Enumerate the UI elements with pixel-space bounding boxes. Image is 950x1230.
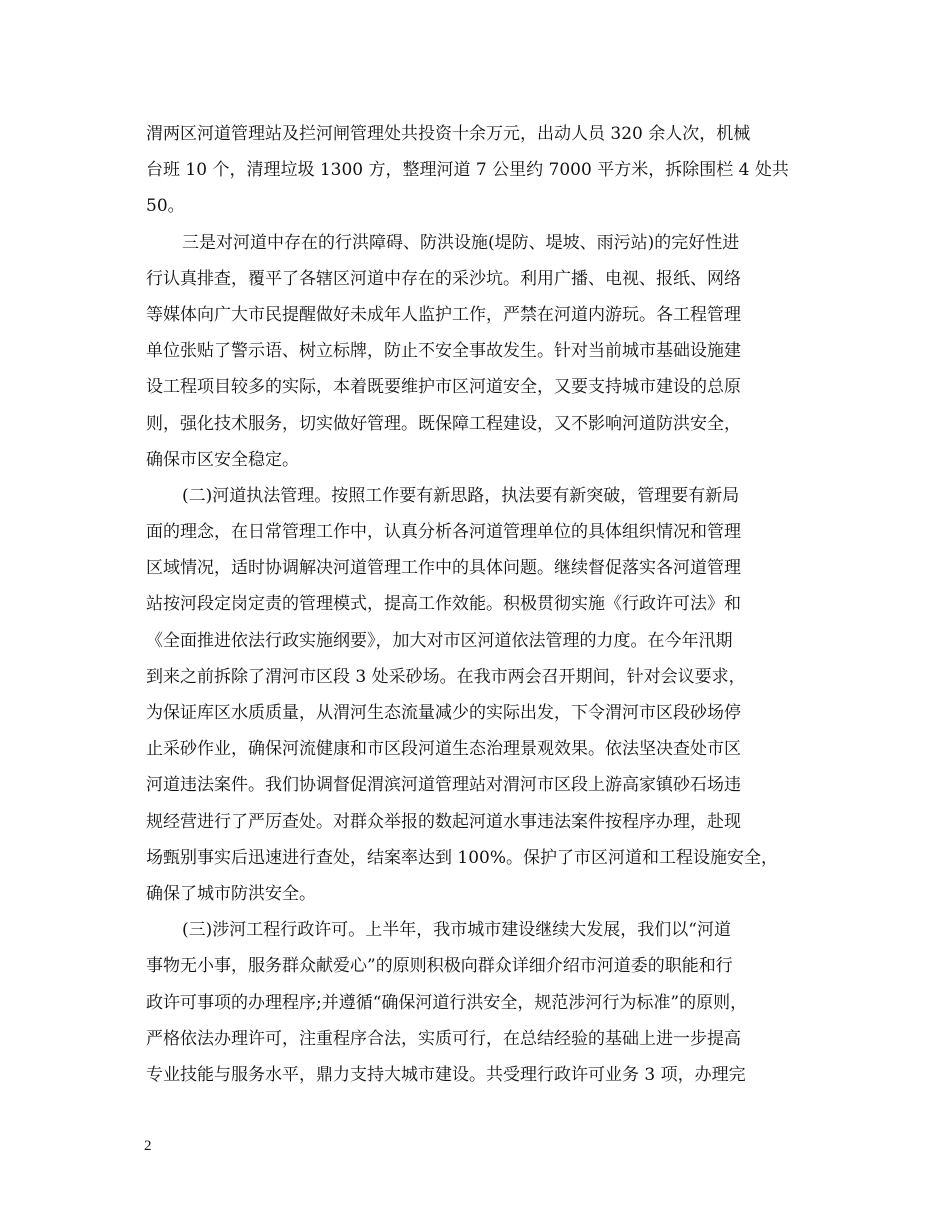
text-line: 到来之前拆除了渭河市区段 3 处采砂场。在我市两会召开期间，针对会议要求， — [146, 666, 746, 687]
paragraph-first-line: 三是对河道中存在的行洪障碍、防洪设施(堤防、堤坡、雨污站)的完好性进 — [182, 232, 740, 253]
text-line: 台班 10 个，清理垃圾 1300 方，整理河道 7 公里约 7000 平方米，拆除围栏 4 处共 — [146, 160, 789, 181]
text-line: 《全面推进依法行政实施纲要》，加大对市区河道依法管理的力度。在今年汛期 — [146, 630, 733, 651]
text-line: 专业技能与服务水平，鼎力支持大城市建设。共受理行政许可业务 3 项，办理完 — [146, 1064, 746, 1085]
text-line: 设工程项目较多的实际，本着既要维护市区河道安全，又要支持城市建设的总原 — [146, 377, 741, 398]
text-line: 事物无小事，服务群众献爱心”的原则积极向群众详细介绍市河道委的职能和行 — [146, 956, 733, 977]
text-line: 规经营进行了严厉查处。对群众举报的数起河道水事违法案件按程序办理，赴现 — [146, 811, 741, 832]
text-line: 政许可事项的办理程序;并遵循“确保河道行洪安全，规范涉河行为标准”的原则， — [146, 992, 748, 1013]
text-line: 严格依法办理许可，注重程序合法，实质可行，在总结经验的基础上进一步提高 — [146, 1028, 741, 1049]
text-line: 行认真排查，覆平了各辖区河道中存在的采沙坑。利用广播、电视、报纸、网络 — [146, 268, 741, 289]
text-line: 则，强化技术服务，切实做好管理。既保障工程建设，又不影响河道防洪安全， — [146, 413, 741, 434]
text-line: 50。 — [146, 196, 185, 217]
text-line: 面的理念，在日常管理工作中，认真分析各河道管理单位的具体组织情况和管理 — [146, 522, 741, 543]
text-line: 确保了城市防洪安全。 — [146, 883, 316, 904]
text-line: 渭两区河道管理站及拦河闸管理处共投资十余万元，出动人员 320 余人次，机械 — [146, 124, 751, 144]
paragraph-first-line: (三)涉河工程行政许可。上半年，我市城市建设继续大发展，我们以“河道 — [182, 920, 731, 941]
text-line: 止采砂作业，确保河流健康和市区段河道生态治理景观效果。依法坚决查处市区 — [146, 739, 741, 760]
text-line: 确保市区安全稳定。 — [146, 449, 299, 470]
text-line: 场甄别事实后迅速进行查处，结案率达到 100%。保护了市区河道和工程设施安全， — [146, 847, 779, 868]
body-text — [146, 116, 806, 1093]
text-line: 站按河段定岗定责的管理模式，提高工作效能。积极贯彻实施《行政许可法》和 — [146, 594, 741, 615]
paragraph-first-line: (二)河道执法管理。按照工作要有新思路，执法要有新突破，管理要有新局 — [182, 485, 740, 506]
text-line: 河道违法案件。我们协调督促渭滨河道管理站对渭河市区段上游高家镇砂石场违 — [146, 775, 741, 796]
text-line: 等媒体向广大市民提醒做好未成年人监护工作，严禁在河道内游玩。各工程管理 — [146, 304, 741, 325]
text-line: 为保证库区水质质量，从渭河生态流量减少的实际出发，下令渭河市区段砂场停 — [146, 703, 741, 723]
text-line: 区域情况，适时协调解决河道管理工作中的具体问题。继续督促落实各河道管理 — [146, 558, 741, 579]
page-number: 2 — [144, 1138, 152, 1154]
text-line: 单位张贴了警示语、树立标牌，防止不安全事故发生。针对当前城市基础设施建 — [146, 341, 741, 362]
